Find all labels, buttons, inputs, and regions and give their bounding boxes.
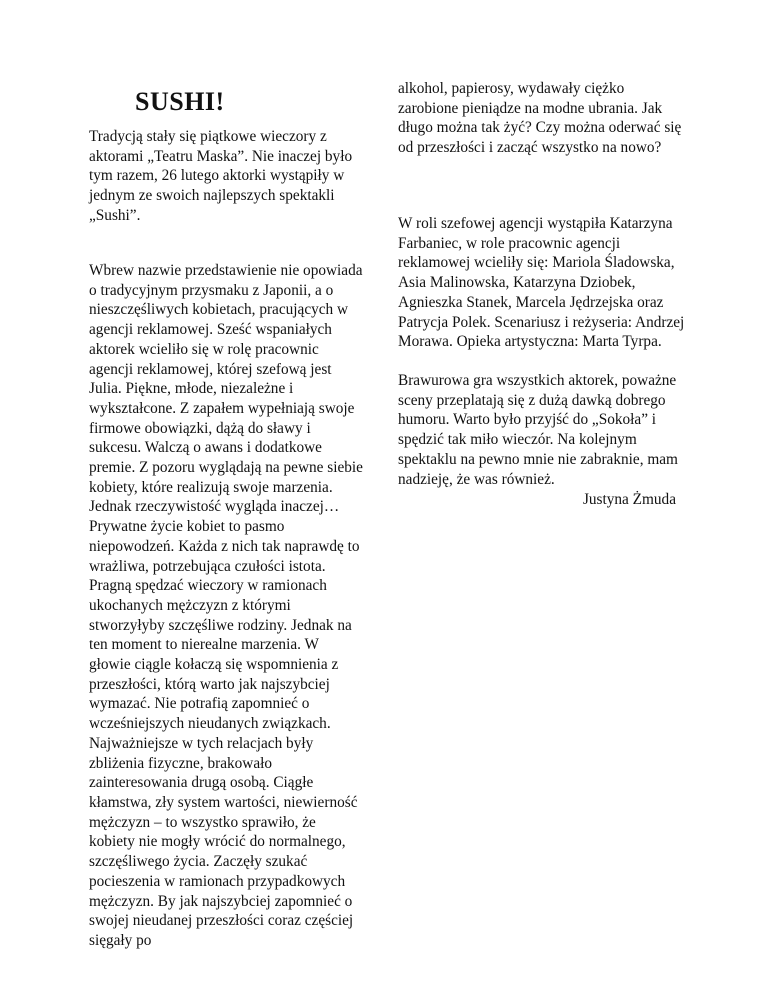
cast-paragraph: W roli szefowej agencji wystąpiła Katarzyna Farbaniec, w role pracownic agencji reklamowej wcieliły się: Mariola Śladowska, Asia Malinowska, Katarzyna Dziobek, Agnieszka Stanek, Marcela Jędrzejska oraz Patrycja Polek. Scenariusz i reżyseria: Andrzej Morawa. Opieka artystyczna: Marta Tyrpa. [398, 215, 685, 351]
article-title: SUSHI! [135, 87, 225, 116]
closing-paragraph: Brawurowa gra wszystkich aktorek, poważne sceny przeplatają się z dużą dawką dobrego humoru. Warto było przyjść do „Sokoła” i spędzić tak miło wieczór. Na kolejnym spektaklu na pewno mnie nie zabraknie, mam nadzieję, że was również. [398, 372, 678, 488]
author-signature: Justyna Żmuda [582, 491, 676, 508]
story-paragraph: Wbrew nazwie przedstawienie nie opowiada o tradycyjnym przysmaku z Japonii, a o nieszczęśliwych kobietach, pracujących w agencji reklamowej. Sześć wspaniałych aktorek wcieliło się w rolę pracownic agencji reklamowej, której szefową jest Julia. Piękne, młode, niezależne i wykształcone. Z zapałem wypełniają swoje firmowe obowiązki, dążą do sławy i sukcesu. Walczą o awans i dodatkowe premie. Z pozoru wyglądają na pewne siebie kobiety, które realizują swoje marzenia. Jednak rzeczywistość wygląda inaczej… Prywatne życie kobiet to pasmo niepowodzeń. Każda z nich tak naprawdę to wrażliwa, potrzebująca czułości istota. Pragną spędzać wieczory w ramionach ukochanych mężczyzn z którymi stworzyłyby szczęśliwe rodziny. Jednak na ten moment to nierealne marzenia. W głowie ciągle kołaczą się wspomnienia z przeszłości, którą warto jak najszybciej wymazać. Nie potrafią zapomnieć o wcześniejszych nieudanych związkach. Najważniejsze w tych relacjach były zbliżenia fizyczne, brakowało zainteresowania drugą osobą. Ciągłe kłamstwa, zły system wartości, niewierność mężczyzn – to wszystko sprawiło, że kobiety nie mogły wrócić do normalnego, szczęśliwego życia. Zaczęły szukać pocieszenia w ramionach przypadkowych mężczyzn. By jak najszybciej zapomnieć o swojej nieudanej przeszłości coraz częściej sięgały po [89, 262, 363, 949]
continuation-paragraph: alkohol, papierosy, wydawały ciężko zarobione pieniądze na modne ubrania. Jak długo można tak żyć? Czy można oderwać się od przeszłości i zacząć wszystko na nowo? [398, 80, 682, 157]
intro-paragraph: Tradycją stały się piątkowe wieczory z aktorami „Teatru Maska”. Nie inaczej było tym razem, 26 lutego aktorki wystąpiły w jednym ze swoich najlepszych spektakli „Sushi”. [89, 128, 353, 224]
